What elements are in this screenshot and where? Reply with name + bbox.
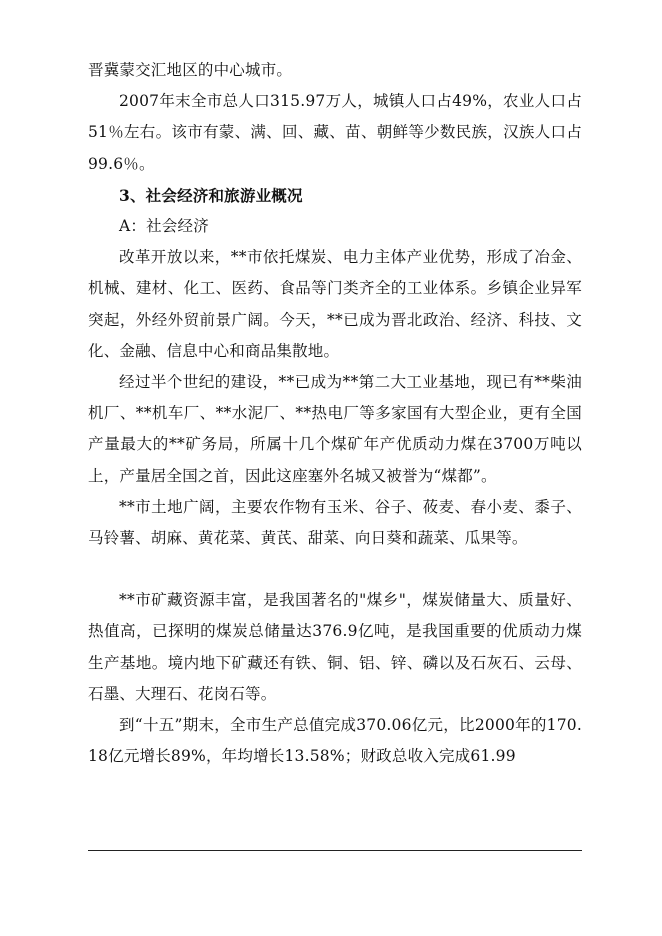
paragraph-industry: 经过半个世纪的建设，**已成为**第二大工业基地，现已有**柴油机厂、**机车厂、**水泥厂、**热电厂等多家国有大型企业，更有全国产量最大的**矿务局，所属十几个煤矿年产优质动力煤在3700万吨以上，产量居全国之首，因此这座塞外名城又被誉为“煤都”。 [88, 373, 582, 485]
footer-divider [88, 850, 582, 851]
paragraph-reform: 改革开放以来，**市依托煤炭、电力主体产业优势，形成了冶金、机械、建材、化工、医药、食品等门类齐全的工业体系。乡镇企业异军突起，外经外贸前景广阔。今天，**已成为晋北政治、经济、科技、文化、金融、信息中心和商品集散地。 [88, 248, 582, 360]
paragraph-population: 2007年末全市总人口315.97万人，城镇人口占49%，农业人口占51％左右。该市有蒙、满、回、藏、苗、朝鲜等少数民族，汉族人口占99.6％。 [88, 92, 582, 173]
paragraph-gap [88, 554, 582, 585]
paragraph-economy: 到“十五”期末，全市生产总值完成370.06亿元，比2000年的170.18亿元增长89%，年均增长13.58%；财政总收入完成61.99 [88, 716, 582, 766]
paragraph-continuation: 晋冀蒙交汇地区的中心城市。 [88, 61, 293, 79]
subsection-heading: A：社会经济 [119, 217, 209, 236]
section-heading: 3、社会经济和旅游业概况 [119, 185, 303, 205]
document-body [88, 55, 582, 772]
paragraph-minerals: **市矿藏资源丰富，是我国著名的"煤乡"，煤炭储量大、质量好、热值高，已探明的煤炭总储量达376.9亿吨，是我国重要的优质动力煤生产基地。境内地下矿藏还有铁、铜、铝、锌、磷以及石灰石、云母、石墨、大理石、花岗石等。 [88, 591, 582, 703]
paragraph-agriculture: **市土地广阔，主要农作物有玉米、谷子、莜麦、春小麦、黍子、马铃薯、胡麻、黄花菜、黄芪、甜菜、向日葵和蔬菜、瓜果等。 [88, 497, 582, 548]
